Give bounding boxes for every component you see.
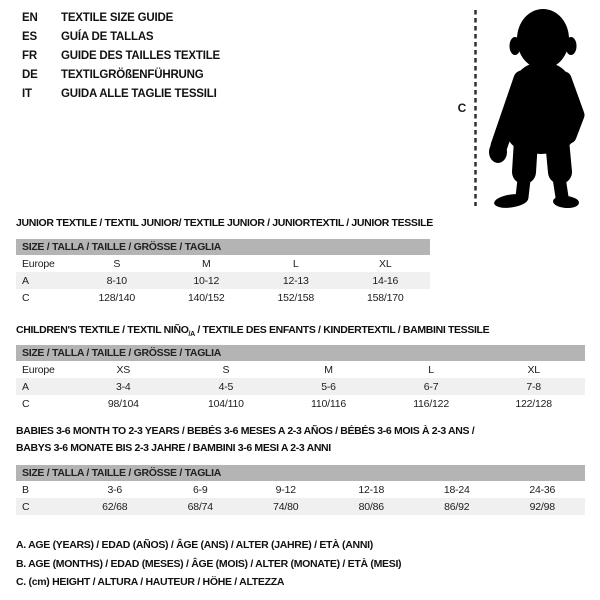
table-cell: 3-4: [116, 380, 131, 393]
table-cell: 122/128: [515, 397, 552, 410]
figure-measure-label-c: C: [457, 101, 467, 115]
table-cell: 62/68: [102, 500, 128, 513]
language-row: [22, 9, 220, 28]
table-cell: L: [292, 257, 299, 270]
table-cell: 8-10: [106, 274, 127, 287]
size-table: [16, 345, 585, 412]
language-code: EN: [22, 12, 38, 24]
table-cell: 158/170: [366, 291, 404, 304]
table-cell: 110/116: [310, 397, 346, 410]
toddler-silhouette: [489, 9, 579, 210]
table-row: [16, 289, 430, 306]
table-cell: XL: [527, 363, 540, 376]
language-title-list: [22, 9, 220, 104]
section-title: [16, 423, 474, 457]
table-cell: 9-12: [275, 483, 296, 496]
table-cell: 86/92: [444, 500, 470, 513]
legend-note: B. AGE (MONTHS) / EDAD (MESES) / ÂGE (MOIS) / ALTER (MONATE) / ETÀ (MESI): [16, 557, 402, 570]
row-label: C: [22, 500, 30, 513]
section-title-line: [16, 423, 474, 440]
table-row: [16, 272, 430, 289]
table-cell: M: [201, 257, 211, 270]
size-band-header: SIZE / TALLA / TAILLE / GRÖSSE / TAGLIA: [16, 465, 585, 481]
size-table: [16, 465, 585, 515]
section-title-line: [16, 440, 474, 457]
section-title-text: BABYS 3-6 MONATE BIS 2-3 JAHRE / BAMBINI 3-6 MESI A 2-3 ANNI: [16, 442, 331, 454]
section-title-line: [16, 322, 489, 340]
table-cell: 12-18: [358, 483, 385, 496]
toddler-silhouette-figure: [450, 0, 600, 212]
row-label: B: [22, 483, 29, 496]
language-code: ES: [22, 31, 37, 43]
table-cell: 92/98: [529, 500, 555, 513]
table-row: [16, 395, 585, 412]
language-code: DE: [22, 69, 38, 81]
row-label: A: [22, 380, 29, 393]
table-cell: 10-12: [193, 274, 220, 287]
row-label: C: [22, 291, 30, 304]
section-title: [16, 322, 489, 340]
row-label: C: [22, 397, 30, 410]
language-guide-title: TEXTILE SIZE GUIDE: [61, 12, 174, 24]
table-row: [16, 255, 430, 272]
table-cell: 24-36: [529, 483, 556, 496]
language-row: [22, 85, 220, 104]
table-cell: XS: [116, 363, 131, 376]
language-guide-title: GUÍA DE TALLAS: [61, 31, 154, 43]
table-cell: 152/158: [277, 291, 315, 304]
legend-notes: [16, 536, 401, 592]
language-guide-title: TEXTILGRÖßENFÜHRUNG: [61, 69, 204, 81]
table-cell: M: [324, 363, 333, 376]
table-cell: 98/104: [107, 397, 139, 410]
table-row: [16, 378, 585, 395]
legend-note: A. AGE (YEARS) / EDAD (AÑOS) / ÂGE (ANS) / ALTER (JAHRE) / ETÀ (ANNI): [16, 539, 373, 551]
table-row: [16, 361, 585, 378]
table-cell: 14-16: [372, 274, 399, 287]
row-label: Europe: [22, 363, 55, 376]
language-row: [22, 28, 220, 47]
table-cell: 128/140: [98, 291, 136, 304]
table-cell: 68/74: [187, 500, 213, 513]
legend-note: C. (cm) HEIGHT / ALTURA / HAUTEUR / HÖHE / ALTEZZA: [16, 576, 285, 588]
section-title-subscript: /A: [188, 330, 195, 338]
table-cell: 18-24: [443, 483, 470, 496]
table-cell: 116/122: [413, 397, 449, 410]
table-cell: 140/152: [187, 291, 225, 304]
table-cell: 12-13: [282, 274, 309, 287]
section-title-text: BABIES 3-6 MONTH TO 2-3 YEARS / BEBÉS 3-6 MESES A 2-3 AÑOS / BÉBÉS 3-6 MOIS À 2-3 ANS /: [16, 425, 475, 437]
table-cell: 74/80: [273, 500, 299, 513]
section-title-line: [16, 215, 433, 232]
language-row: [22, 47, 220, 66]
table-cell: 6-7: [423, 380, 439, 393]
table-cell: L: [428, 363, 434, 376]
section-title: [16, 215, 433, 232]
size-band-header: SIZE / TALLA / TAILLE / GRÖSSE / TAGLIA: [16, 345, 585, 361]
table-cell: 5-6: [321, 380, 336, 393]
table-cell: 104/110: [208, 397, 244, 410]
table-cell: 80/86: [358, 500, 384, 513]
language-guide-title: GUIDA ALLE TAGLIE TESSILI: [61, 88, 217, 100]
table-cell: XL: [379, 257, 392, 270]
section-title-text: / TEXTILE DES ENFANTS / KINDERTEXTIL / BAMBINI TESSILE: [194, 324, 490, 336]
table-cell: S: [222, 363, 230, 376]
section-title-text: CHILDREN'S TEXTILE / TEXTIL NIÑO: [16, 324, 189, 336]
table-cell: 3-6: [107, 483, 123, 496]
size-band-header: SIZE / TALLA / TAILLE / GRÖSSE / TAGLIA: [16, 239, 430, 255]
language-guide-title: GUIDE DES TAILLES TEXTILE: [61, 50, 220, 62]
language-code: FR: [22, 50, 37, 62]
language-row: [22, 66, 220, 85]
table-cell: 7-8: [526, 380, 541, 393]
table-row: [16, 498, 585, 515]
size-table: [16, 239, 430, 306]
table-cell: 6-9: [192, 483, 208, 496]
language-code: IT: [22, 88, 32, 100]
table-cell: S: [113, 257, 121, 270]
section-title-text: JUNIOR TEXTILE / TEXTIL JUNIOR/ TEXTILE JUNIOR / JUNIORTEXTIL / JUNIOR TESSILE: [16, 217, 433, 229]
row-label: Europe: [22, 257, 55, 270]
table-cell: 4-5: [218, 380, 234, 393]
table-row: [16, 481, 585, 498]
row-label: A: [22, 274, 29, 287]
